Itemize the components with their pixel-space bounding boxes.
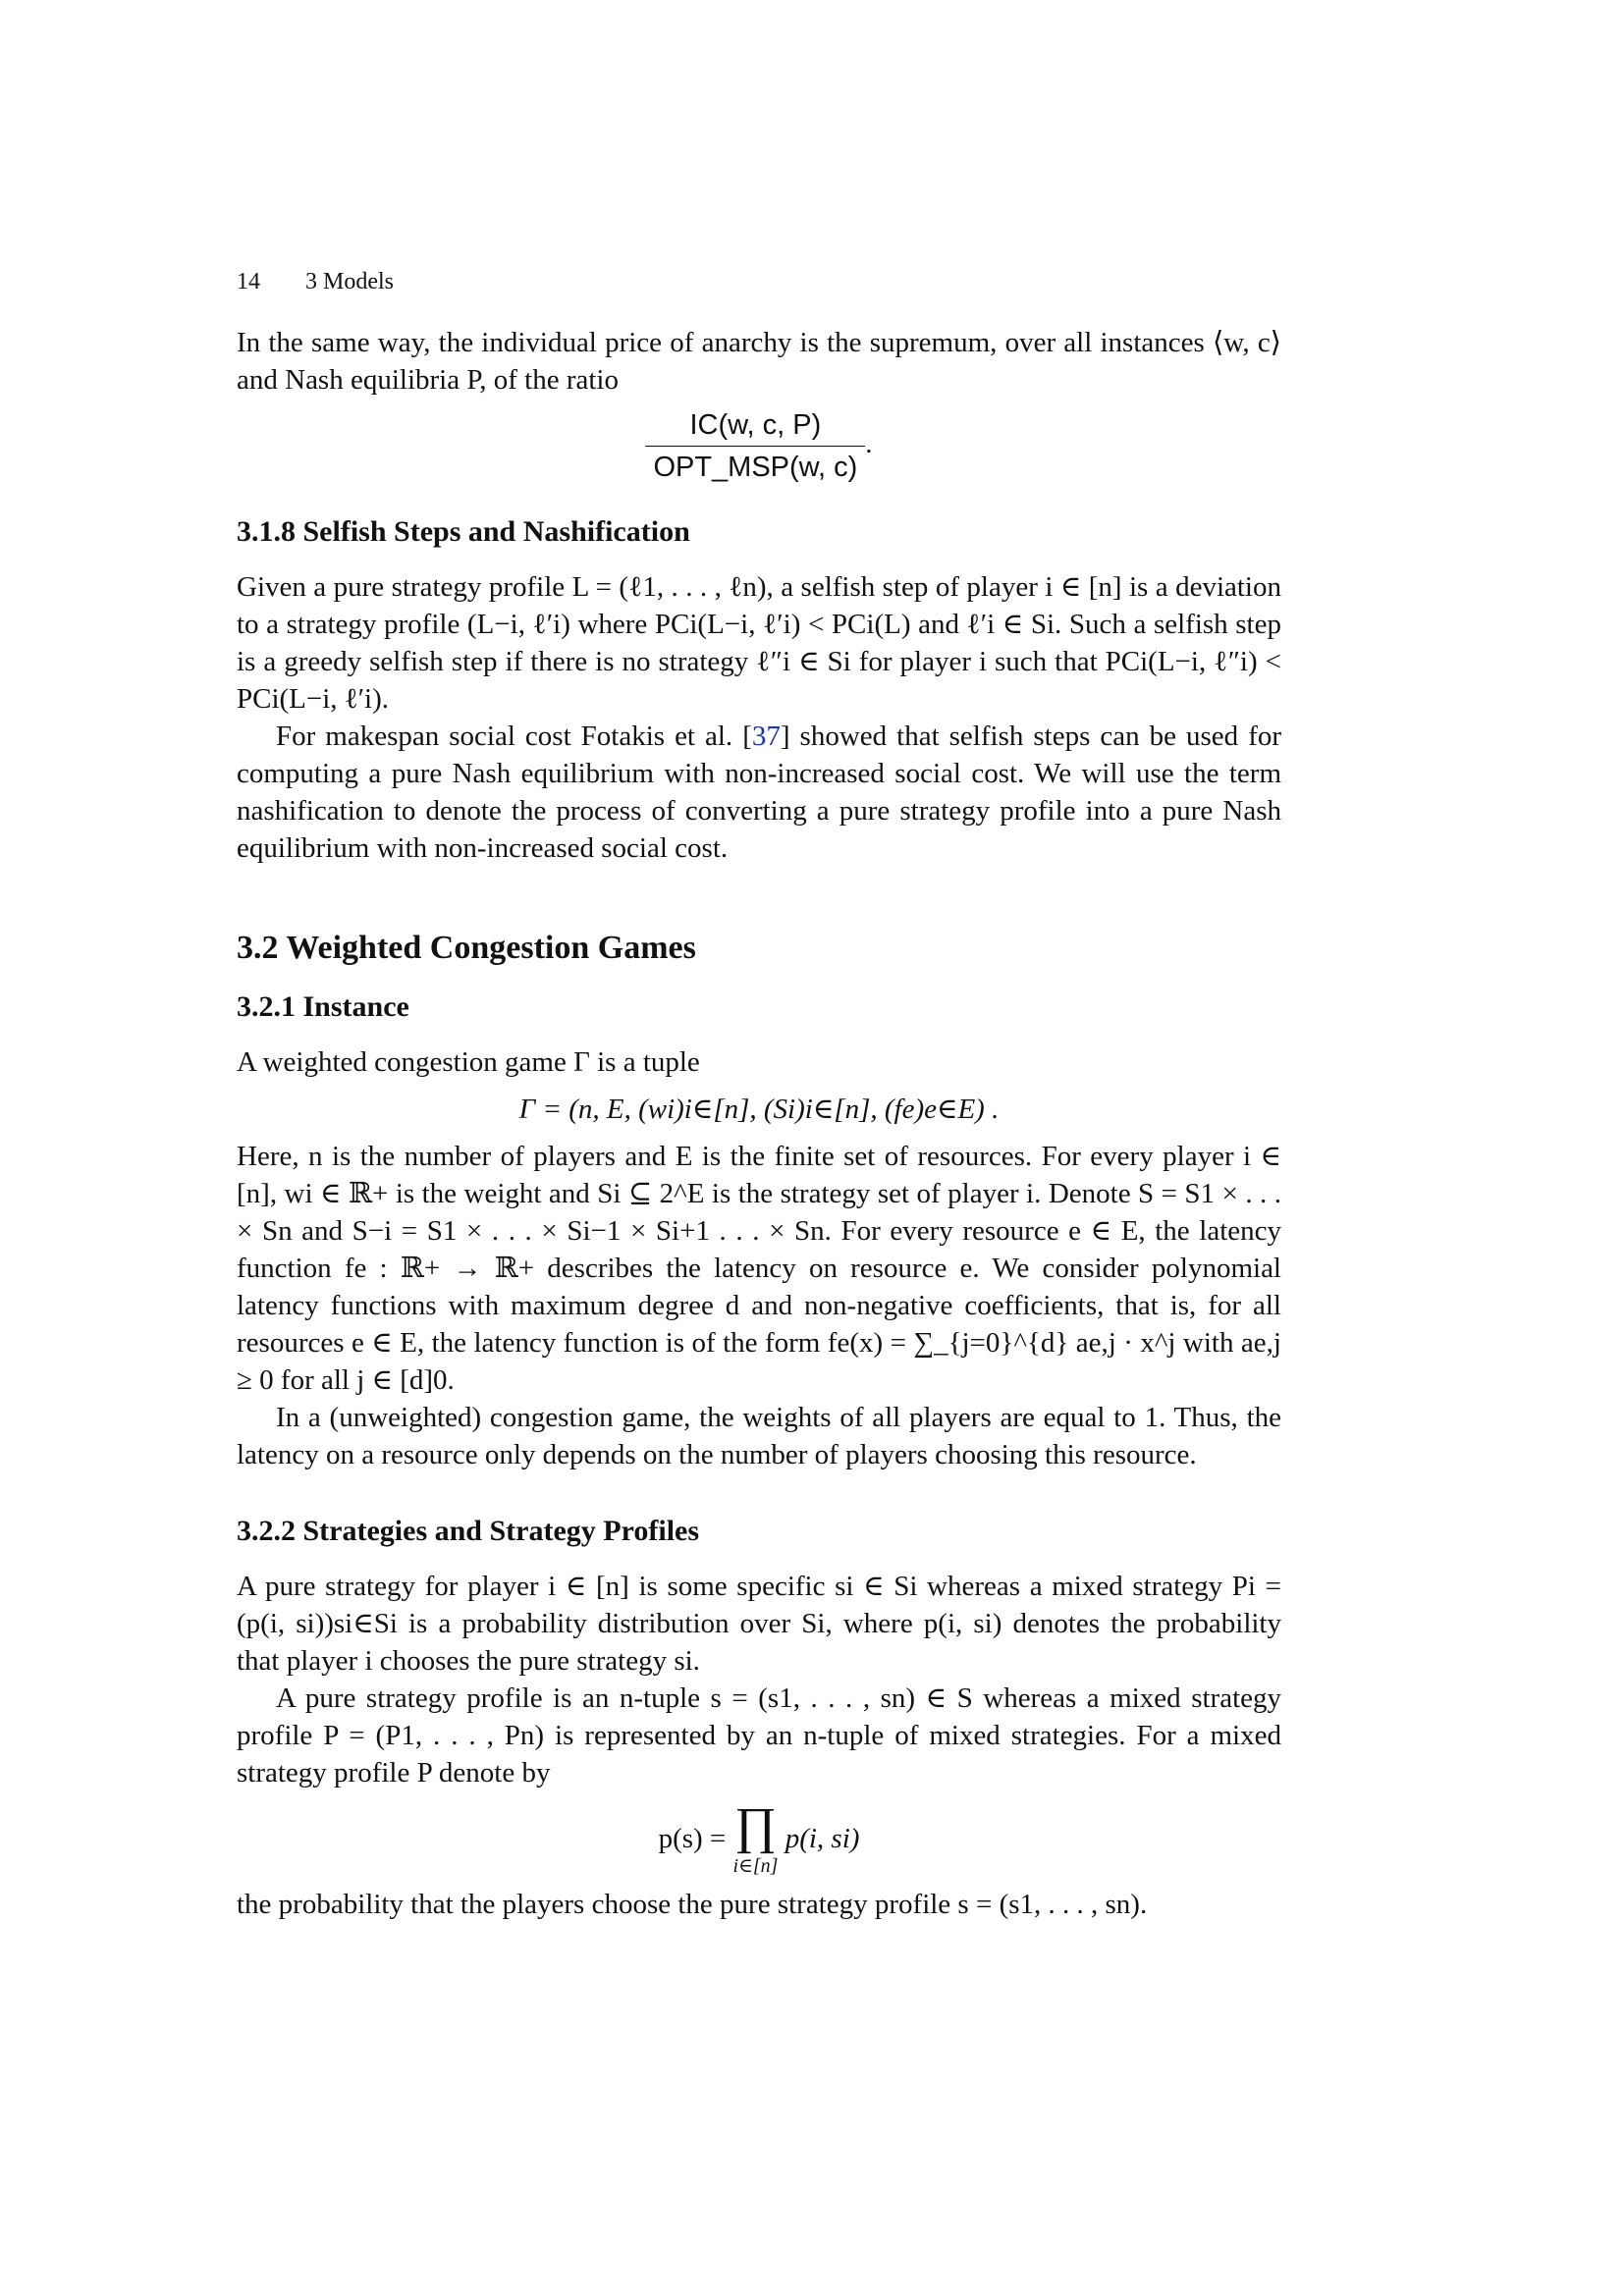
fotakis-text-a: For makespan social cost Fotakis et al. [: [276, 721, 752, 752]
chapter-title: 3 Models: [305, 269, 394, 294]
instance-paragraph: Here, n is the number of players and E is the finite set of resources. For every player i ∈ [n], wi ∈ ℝ+ is the weight and Si ⊆ 2^E is the strategy set of player i. Denote S = S1 × . . . × Sn and S−i = S1 × . . . × Si−1 × Si+1 . . . × Sn. For every resource e ∈ E, the latency function fe : ℝ+ → ℝ+ describes the latency on resource e. We consider polynomial latency functions with maximum degree d and non-negative coefficients, that is, for all resources e ∈ E, the latency function is of the form fe(x) = ∑_{j=0}^{d} ae,j · x^j with ae,j ≥ 0 for all j ∈ [d]0.: [237, 1141, 1281, 1396]
running-header: [237, 269, 394, 295]
ratio-numerator: IC(w, c, P): [645, 406, 865, 447]
ratio-fraction: [645, 406, 865, 486]
page-body: [237, 324, 1281, 1923]
product-operator: ∏ i∈[n]: [732, 1798, 779, 1877]
strategy-profile-paragraph: A pure strategy profile is an n-tuple s = (s1, . . . , sn) ∈ S whereas a mixed strategy profile P = (P1, . . . , Pn) is represented by an n-tuple of mixed strategies. For a mixed strategy profile P denote by: [237, 1682, 1281, 1789]
unweighted-paragraph: In a (unweighted) congestion game, the weights of all players are equal to 1. Thus, the latency on a resource only depends on the number of players choosing this resource.: [237, 1402, 1281, 1470]
selfish-step-paragraph: Given a pure strategy profile L = (ℓ1, . . . , ℓn), a selfish step of player i ∈ [n] is a deviation to a strategy profile (L−i, ℓ′i) where PCi(L−i, ℓ′i) < PCi(L) and ℓ′i ∈ Si. Such a selfish step is a greedy selfish step if there is no strategy ℓ″i ∈ Si for player i such that PCi(L−i, ℓ″i) < PCi(L−i, ℓ′i).: [237, 571, 1281, 715]
pure-mixed-strategy-paragraph: A pure strategy for player i ∈ [n] is some specific si ∈ Si whereas a mixed strategy Pi = (p(i, si))si∈Si is a probability distribution over Si, where p(i, si) denotes the probability that player i chooses the pure strategy si.: [237, 1571, 1281, 1677]
prob-lhs: p(s) =: [658, 1823, 727, 1854]
product-subscript: i∈[n]: [732, 1855, 779, 1877]
ratio-denominator: OPT_MSP(w, c): [653, 452, 858, 483]
page-number: 14: [237, 269, 260, 294]
fotakis-paragraph: [237, 718, 1281, 867]
section-3-2-2-heading: 3.2.2 Strategies and Strategy Profiles: [237, 1515, 700, 1547]
game-tuple-equation: Γ = (n, E, (wi)i∈[n], (Si)i∈[n], (fe)e∈E) .: [518, 1094, 1000, 1125]
profile-probability-paragraph: the probability that the players choose the pure strategy profile s = (s1, . . . , sn).: [237, 1889, 1148, 1920]
fotakis-text-b: ] showed that selfish steps can be used for computing a pure Nash equilibrium with non-increased social cost. We will use the term nashification to denote the process of converting a pure strategy profile into a pure Nash equilibrium with non-increased social cost.: [237, 721, 1282, 864]
intro-paragraph: In the same way, the individual price of anarchy is the supremum, over all instances ⟨w, c⟩ and Nash equilibria P, of the ratio: [237, 327, 1281, 396]
section-3-1-8-heading: 3.1.8 Selfish Steps and Nashification: [237, 515, 690, 548]
section-3-2-1-heading: 3.2.1 Instance: [237, 990, 409, 1023]
tuple-intro: A weighted congestion game Γ is a tuple: [237, 1046, 700, 1078]
ratio-equation: $\frac{IC(w, c, P)}{\text{OPT\_MSP(w, c)}}$ .: [237, 406, 1281, 486]
prob-rhs: p(i, si): [785, 1823, 860, 1854]
section-3-2-heading: 3.2 Weighted Congestion Games: [237, 930, 696, 966]
citation-link[interactable]: 37: [751, 721, 781, 752]
probability-equation: [237, 1798, 1281, 1877]
